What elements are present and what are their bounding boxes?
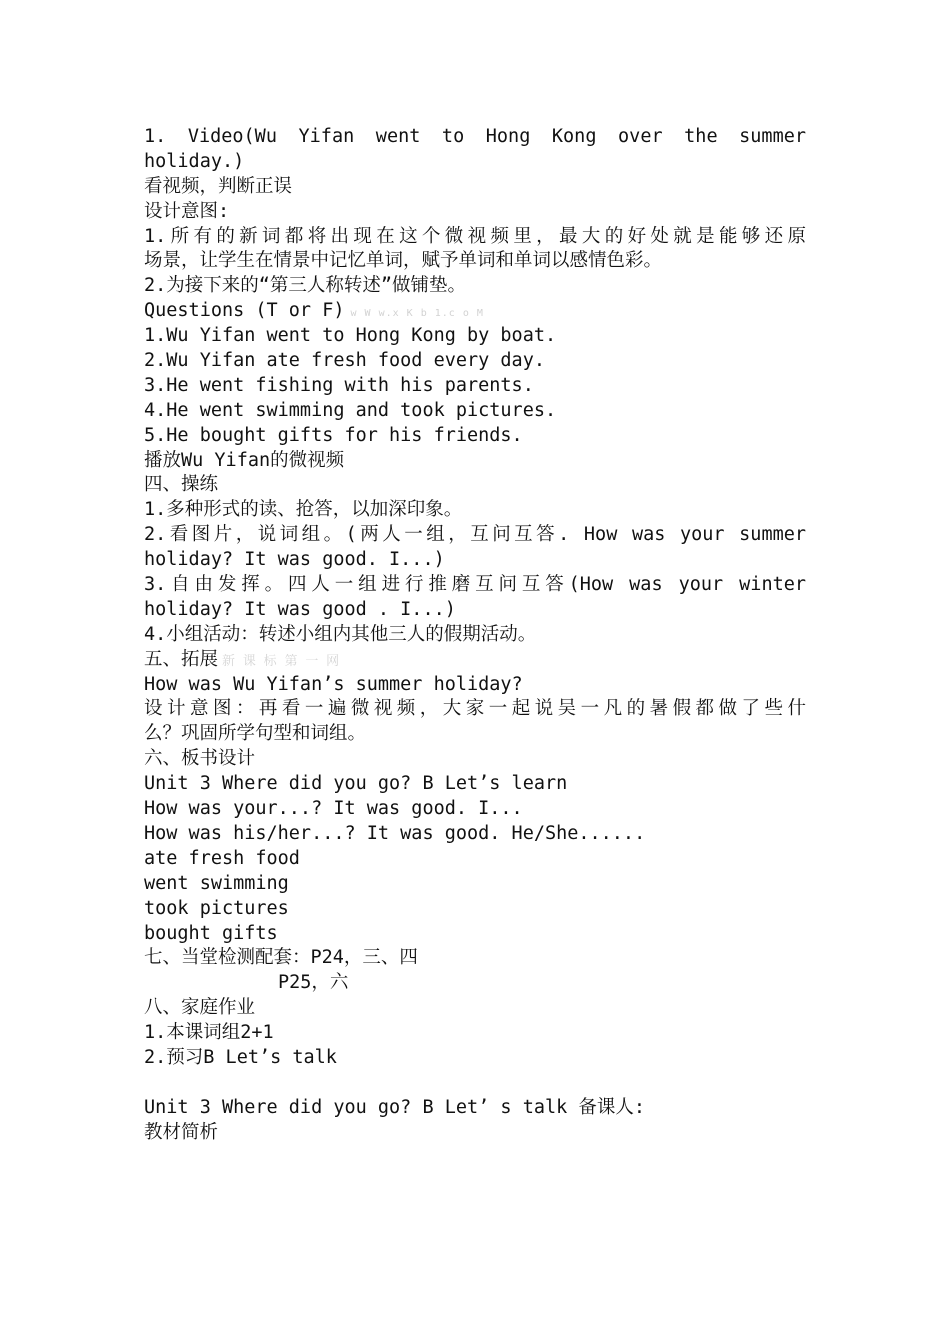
- practice-item-cont: holiday? It was good. I...): [144, 549, 445, 571]
- practice-item: 3.自由发挥。四人一组进行推磨互问互答(How was your winter: [144, 574, 806, 596]
- practice-item: 2.看图片，说词组。(两人一组，互问互答. How was your summer: [144, 524, 806, 546]
- document-page: [144, 125, 806, 1146]
- questions-heading: [144, 299, 806, 324]
- board-phrase: took pictures: [144, 897, 289, 919]
- design-intent-1-cont: 场景，让学生在情景中记忆单词，赋予单词和单词以感情色彩。: [144, 250, 663, 272]
- section-heading-practice: 四、操练: [144, 474, 219, 496]
- practice-item-cont: holiday? It was good . I...): [144, 598, 456, 620]
- question-item: 5.He bought gifts for his friends.: [144, 424, 523, 446]
- homework-item: 1.本课词组2+1: [144, 1022, 274, 1044]
- extension-question: How was Wu Yifan’s summer holiday?: [144, 673, 523, 695]
- section-heading-board: 六、板书设计: [144, 748, 256, 770]
- next-unit-title: Unit 3 Where did you go? B Let’ s talk 备课人:: [144, 1096, 646, 1118]
- design-intent-2: 2.为接下来的“第三人称转述”做铺垫。: [144, 275, 467, 297]
- activity-video-line: 1. Video(Wu Yifan went to Hong Kong over the summer: [144, 126, 806, 147]
- watermark-text: 新 课 标 第 一 网: [222, 653, 340, 669]
- design-intent-extension: 设计意图：再看一遍微视频，大家一起说吴一凡的暑假都做了些什: [144, 698, 806, 720]
- watermark-text: w W w.x K b 1.c o M: [350, 308, 484, 320]
- board-line: How was his/her...? It was good. He/She......: [144, 822, 646, 844]
- question-item: 1.Wu Yifan went to Hong Kong by boat.: [144, 325, 557, 347]
- design-intent-heading: 设计意图:: [144, 200, 230, 222]
- textbook-analysis-heading: 教材简析: [144, 1121, 219, 1143]
- play-video-text: 播放Wu Yifan的微视频: [144, 449, 345, 471]
- design-intent-extension-cont: 么？巩固所学句型和词组。: [144, 723, 367, 745]
- test-item-cont: P25，六: [278, 972, 349, 994]
- blank-line: [144, 1071, 806, 1096]
- design-intent-1: 1.所有的新词都将出现在这个微视频里，最大的好处就是能够还原: [144, 225, 806, 247]
- board-line: Unit 3 Where did you go? B Let’s learn: [144, 773, 568, 795]
- practice-item: 1.多种形式的读、抢答，以加深印象。: [144, 499, 463, 521]
- section-heading-test: 七、当堂检测配套：P24，三、四: [144, 947, 418, 969]
- activity-video-line-cont: holiday.): [144, 150, 245, 172]
- section-heading-homework: 八、家庭作业: [144, 997, 256, 1019]
- questions-heading-text: Questions (T or F): [144, 300, 345, 322]
- question-item: 4.He went swimming and took pictures.: [144, 399, 557, 421]
- section-heading-extension: [144, 648, 806, 673]
- board-phrase: ate fresh food: [144, 847, 300, 869]
- board-phrase: went swimming: [144, 872, 289, 894]
- board-line: How was your...? It was good. I...: [144, 798, 523, 820]
- practice-item: 4.小组活动：转述小组内其他三人的假期活动。: [144, 623, 537, 645]
- question-item: 3.He went fishing with his parents.: [144, 374, 534, 396]
- question-item: 2.Wu Yifan ate fresh food every day.: [144, 350, 545, 372]
- instruction-text: 看视频，判断正误: [144, 175, 293, 197]
- section-heading-extension-text: 五、拓展: [144, 648, 219, 670]
- board-phrase: bought gifts: [144, 922, 278, 944]
- homework-item: 2.预习B Let’s talk: [144, 1046, 337, 1068]
